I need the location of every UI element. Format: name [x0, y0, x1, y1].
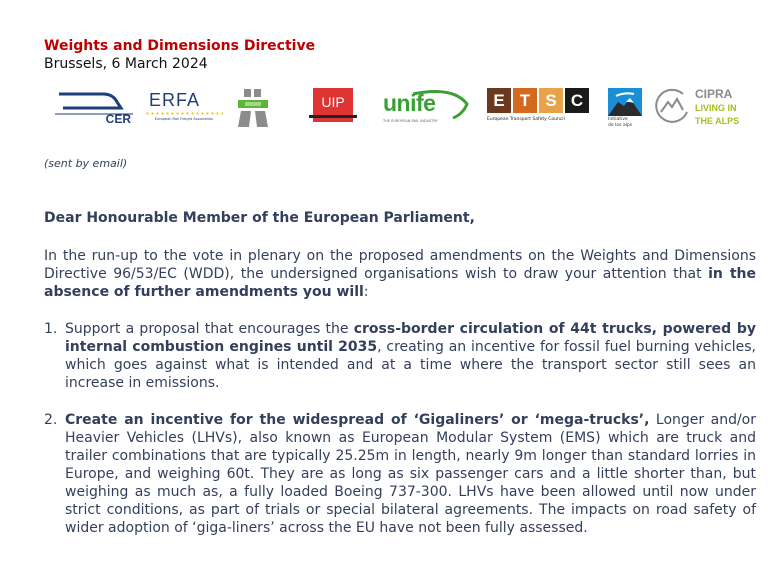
sent-by-email-note: (sent by email)	[44, 157, 128, 170]
intro-end: :	[363, 284, 369, 300]
uip-logo	[309, 88, 357, 126]
alps-subtitle-line1: Initiative	[608, 117, 628, 122]
unife-swoosh-icon	[383, 88, 471, 122]
item-text: Support a proposal that encourages the	[65, 321, 354, 337]
etsc-letter-e: E	[487, 88, 511, 113]
cipra-mountain-circle-icon	[653, 88, 691, 126]
cipra-logo	[653, 86, 775, 130]
uirr-logo	[238, 89, 268, 127]
signatory-logos	[55, 84, 775, 136]
cipra-label: CIPRA	[695, 87, 733, 101]
list-number: 1.	[44, 321, 58, 337]
salutation: Dear Honourable Member of the European Parliament,	[44, 210, 475, 226]
alps-subtitle-line2: de las alps	[608, 123, 633, 128]
alps-initiative-logo	[608, 88, 642, 132]
uirr-road-icon	[238, 89, 268, 127]
alps-mountain-icon	[608, 88, 642, 116]
cipra-tagline-line2: THE ALPS	[695, 116, 740, 126]
etsc-letter-t: T	[513, 88, 537, 113]
points-list	[44, 320, 756, 410]
etsc-letter-c: C	[565, 88, 589, 113]
cer-label: CER	[105, 112, 131, 126]
item-text-post: Longer and/or Heavier Vehicles (LHVs), also known as European Modular System (EMS) which are truck and trailer combinations that are typically 25.25m in length, nearly 9m longer than standard lorries in Europe, and weighing 60t. They are as long as six passenger cars and a little shorter than, but weighing as much as, a fully loaded Boeing 737-300. LHVs have been allowed until now under strict conditions, as part of trials or special bilateral agreements. The impacts on road safety of wider adoption of ‘giga-liners’ across the EU have not been fully assessed.	[65, 412, 756, 536]
list-item-1	[44, 320, 756, 392]
erfa-dots-decoration	[145, 112, 223, 115]
intro-text: In the run-up to the vote in plenary on the proposed amendments on the Weights and Dimensions Directive 96/53/EC (WDD), the undersigned organisations wish to draw your attention that	[44, 248, 756, 282]
etsc-logo	[487, 88, 591, 128]
uip-label: UIP	[321, 94, 345, 110]
item-bold: cross-border circulation of 44t trucks, powered by internal combustion engines until 2035	[65, 321, 756, 355]
unife-subtitle: THE EUROPEAN RAIL INDUSTRY	[383, 119, 438, 123]
intro-bold: in the absence of further amendments you will	[44, 266, 756, 300]
erfa-logo	[143, 86, 225, 128]
points-list-continued	[44, 411, 756, 555]
document-title: Weights and Dimensions Directive	[44, 38, 316, 54]
item-bold: Create an incentive for the widespread of ‘Gigaliners’ or ‘mega-trucks’,	[65, 412, 650, 428]
etsc-letter-s: S	[539, 88, 563, 113]
unife-label: unife	[383, 90, 436, 116]
list-number: 2.	[44, 412, 58, 428]
item-text-post: , creating an incentive for fossil fuel burning vehicles, which goes against what is intended and at a time where the transport sector still sees an increase in emissions.	[65, 339, 756, 391]
list-item-2	[44, 411, 756, 537]
intro-paragraph	[44, 247, 756, 301]
unife-logo	[383, 88, 471, 128]
uip-rail-icon	[309, 115, 357, 118]
dateline: Brussels, 6 March 2024	[44, 56, 208, 72]
erfa-label: ERFA	[149, 90, 201, 110]
cipra-text-block	[695, 88, 739, 127]
erfa-subtitle: European Rail Freight Association	[154, 117, 214, 121]
etsc-subtitle: European Transport Safety Council	[487, 117, 565, 122]
cipra-tagline-line1: LIVING IN	[695, 103, 737, 113]
cer-logo	[55, 86, 133, 128]
alps-subtitle	[608, 117, 632, 129]
